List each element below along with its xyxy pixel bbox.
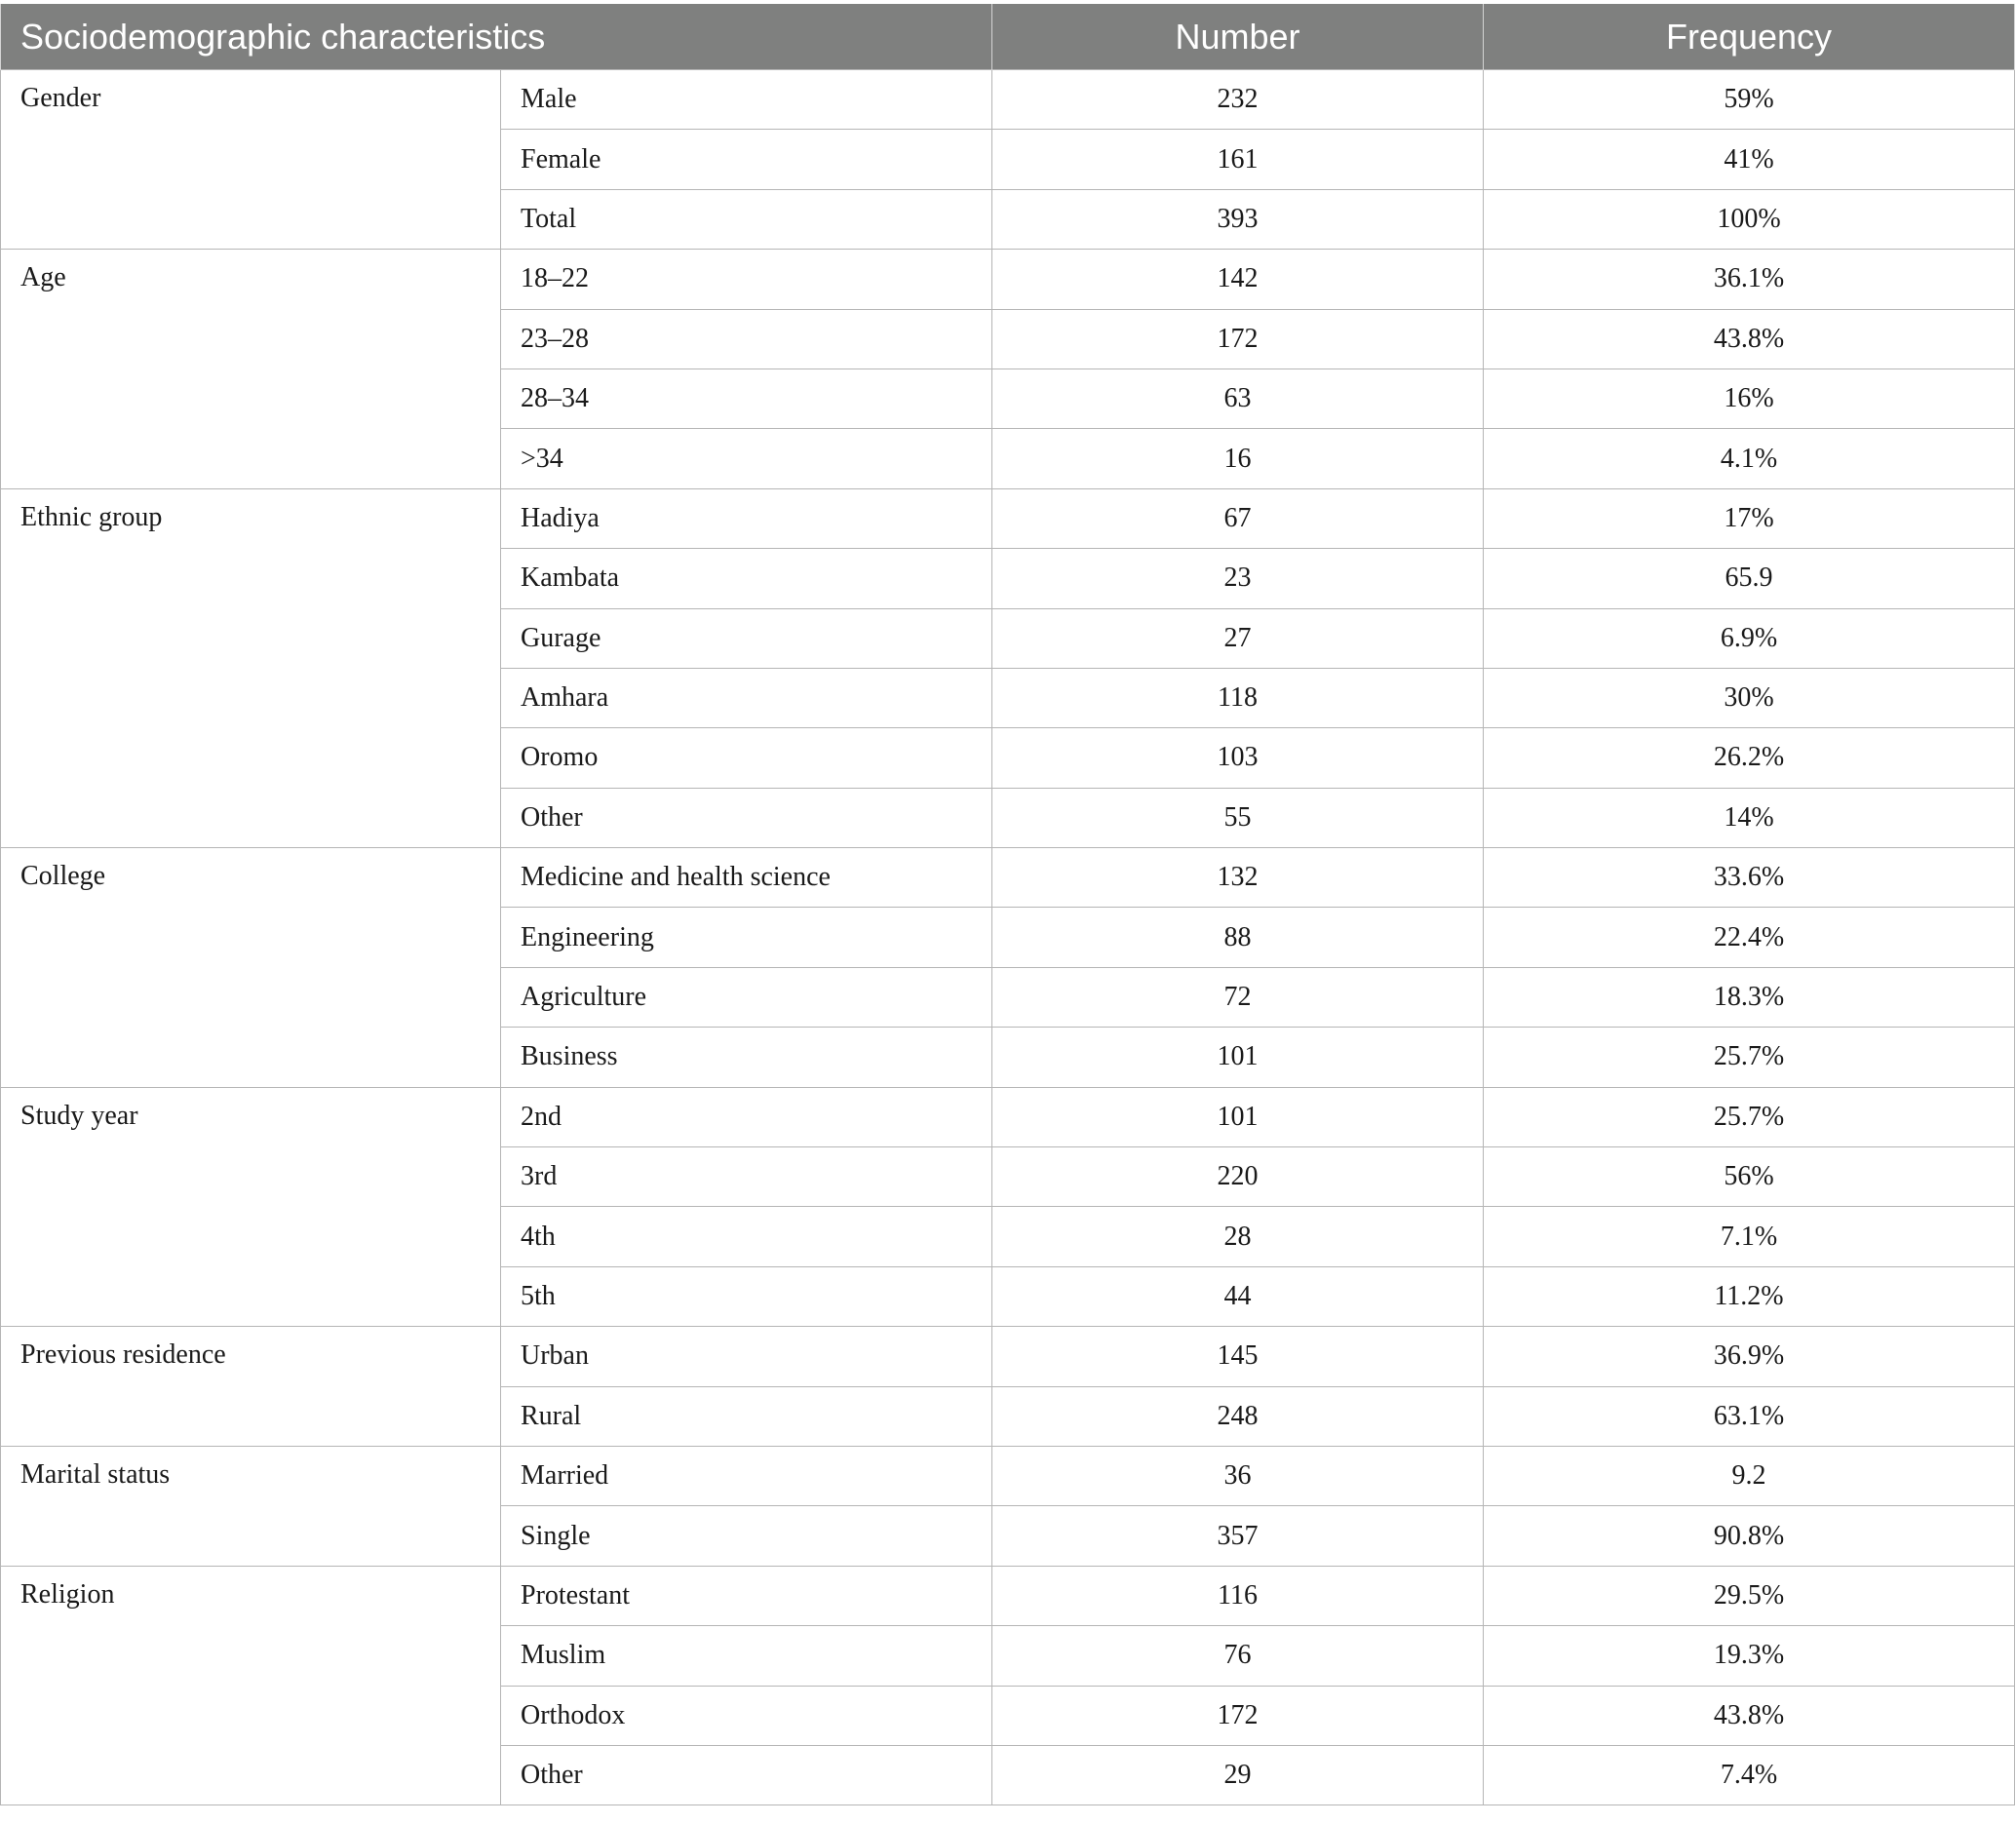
table-row: [1, 488, 2015, 548]
number-cell: 63: [992, 369, 1484, 428]
category-cell: Protestant: [501, 1566, 992, 1625]
number-cell: 76: [992, 1626, 1484, 1686]
category-cell: Total: [501, 189, 992, 249]
category-cell: Kambata: [501, 549, 992, 608]
group-label: Study year: [1, 1087, 501, 1327]
frequency-cell: 90.8%: [1484, 1506, 2015, 1566]
number-cell: 103: [992, 728, 1484, 788]
frequency-cell: 18.3%: [1484, 967, 2015, 1027]
category-cell: Oromo: [501, 728, 992, 788]
category-cell: Other: [501, 1745, 992, 1805]
number-cell: 55: [992, 788, 1484, 847]
number-cell: 101: [992, 1087, 1484, 1146]
sociodemographic-table-container: [0, 4, 2016, 1805]
frequency-cell: 11.2%: [1484, 1266, 2015, 1326]
table-row: [1, 1566, 2015, 1625]
frequency-cell: 19.3%: [1484, 1626, 2015, 1686]
category-cell: Hadiya: [501, 488, 992, 548]
frequency-cell: 36.9%: [1484, 1327, 2015, 1386]
frequency-cell: 22.4%: [1484, 908, 2015, 967]
category-cell: Business: [501, 1028, 992, 1087]
number-cell: 118: [992, 668, 1484, 727]
group-label: Religion: [1, 1566, 501, 1805]
category-cell: Engineering: [501, 908, 992, 967]
table-row: [1, 70, 2015, 130]
category-cell: Amhara: [501, 668, 992, 727]
number-cell: 145: [992, 1327, 1484, 1386]
sociodemographic-table: [0, 4, 2015, 1805]
table-row: [1, 848, 2015, 908]
number-cell: 142: [992, 250, 1484, 309]
category-cell: Married: [501, 1446, 992, 1505]
table-row: [1, 1327, 2015, 1386]
number-cell: 172: [992, 1686, 1484, 1745]
frequency-cell: 30%: [1484, 668, 2015, 727]
category-cell: 28–34: [501, 369, 992, 428]
number-cell: 72: [992, 967, 1484, 1027]
category-cell: Urban: [501, 1327, 992, 1386]
category-cell: 5th: [501, 1266, 992, 1326]
category-cell: 2nd: [501, 1087, 992, 1146]
frequency-cell: 63.1%: [1484, 1386, 2015, 1446]
number-cell: 161: [992, 130, 1484, 189]
frequency-cell: 43.8%: [1484, 309, 2015, 369]
number-cell: 172: [992, 309, 1484, 369]
number-cell: 132: [992, 848, 1484, 908]
number-cell: 29: [992, 1745, 1484, 1805]
category-cell: Single: [501, 1506, 992, 1566]
frequency-cell: 7.4%: [1484, 1745, 2015, 1805]
category-cell: Orthodox: [501, 1686, 992, 1745]
number-cell: 28: [992, 1207, 1484, 1266]
category-cell: 23–28: [501, 309, 992, 369]
category-cell: 18–22: [501, 250, 992, 309]
table-row: [1, 1087, 2015, 1146]
frequency-cell: 33.6%: [1484, 848, 2015, 908]
category-cell: 3rd: [501, 1147, 992, 1207]
group-label: Ethnic group: [1, 488, 501, 847]
table-body: [1, 70, 2015, 1805]
group-label: Age: [1, 250, 501, 489]
table-header: [1, 4, 2015, 70]
frequency-cell: 6.9%: [1484, 608, 2015, 668]
frequency-cell: 36.1%: [1484, 250, 2015, 309]
number-cell: 67: [992, 488, 1484, 548]
number-cell: 101: [992, 1028, 1484, 1087]
frequency-cell: 25.7%: [1484, 1028, 2015, 1087]
frequency-cell: 41%: [1484, 130, 2015, 189]
frequency-cell: 14%: [1484, 788, 2015, 847]
number-cell: 23: [992, 549, 1484, 608]
category-cell: Agriculture: [501, 967, 992, 1027]
frequency-cell: 26.2%: [1484, 728, 2015, 788]
frequency-cell: 25.7%: [1484, 1087, 2015, 1146]
group-label: Previous residence: [1, 1327, 501, 1447]
group-label: Marital status: [1, 1446, 501, 1566]
frequency-cell: 43.8%: [1484, 1686, 2015, 1745]
frequency-cell: 59%: [1484, 70, 2015, 130]
number-cell: 220: [992, 1147, 1484, 1207]
frequency-cell: 100%: [1484, 189, 2015, 249]
frequency-cell: 4.1%: [1484, 429, 2015, 488]
category-cell: >34: [501, 429, 992, 488]
category-cell: Muslim: [501, 1626, 992, 1686]
category-cell: Rural: [501, 1386, 992, 1446]
number-cell: 88: [992, 908, 1484, 967]
number-cell: 27: [992, 608, 1484, 668]
header-frequency: Frequency: [1484, 4, 2015, 70]
frequency-cell: 9.2: [1484, 1446, 2015, 1505]
header-characteristics: Sociodemographic characteristics: [1, 4, 992, 70]
number-cell: 44: [992, 1266, 1484, 1326]
frequency-cell: 29.5%: [1484, 1566, 2015, 1625]
frequency-cell: 56%: [1484, 1147, 2015, 1207]
number-cell: 393: [992, 189, 1484, 249]
frequency-cell: 65.9: [1484, 549, 2015, 608]
header-number: Number: [992, 4, 1484, 70]
category-cell: Male: [501, 70, 992, 130]
category-cell: 4th: [501, 1207, 992, 1266]
number-cell: 36: [992, 1446, 1484, 1505]
group-label: Gender: [1, 70, 501, 250]
number-cell: 232: [992, 70, 1484, 130]
number-cell: 248: [992, 1386, 1484, 1446]
table-row: [1, 250, 2015, 309]
number-cell: 16: [992, 429, 1484, 488]
frequency-cell: 7.1%: [1484, 1207, 2015, 1266]
category-cell: Gurage: [501, 608, 992, 668]
category-cell: Female: [501, 130, 992, 189]
group-label: College: [1, 848, 501, 1088]
category-cell: Medicine and health science: [501, 848, 992, 908]
header-row: [1, 4, 2015, 70]
table-row: [1, 1446, 2015, 1505]
frequency-cell: 17%: [1484, 488, 2015, 548]
number-cell: 116: [992, 1566, 1484, 1625]
category-cell: Other: [501, 788, 992, 847]
frequency-cell: 16%: [1484, 369, 2015, 428]
number-cell: 357: [992, 1506, 1484, 1566]
